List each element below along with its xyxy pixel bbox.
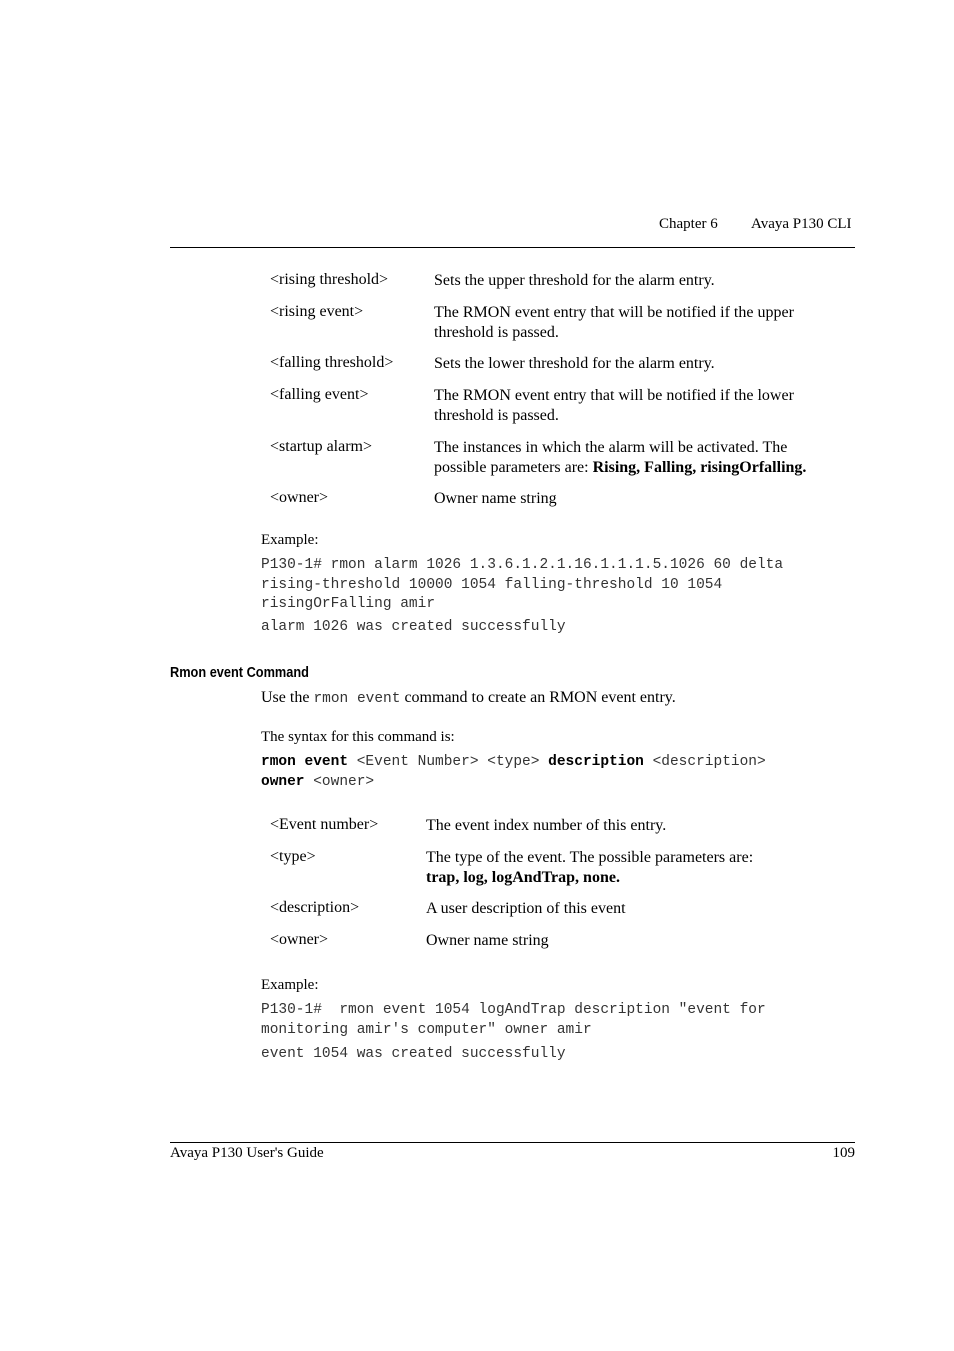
param-name: <Event number> xyxy=(270,816,379,833)
param-desc: The instances in which the alarm will be activated. The possible parameters are: Rising, Falling, risingOrfalling. xyxy=(434,439,807,476)
param-name: <startup alarm> xyxy=(270,438,373,455)
code-example: P130-1# rmon alarm 1026 1.3.6.1.2.1.16.1.1.1.5.1026 60 delta rising-threshold 10000 1054 falling-threshold 10 1054 risingOrFalling amir xyxy=(261,557,784,612)
param-name: <rising threshold> xyxy=(270,271,389,288)
param-desc: A user description of this event xyxy=(426,900,626,917)
param-name: <owner> xyxy=(270,489,329,506)
header-chapter: Chapter 6 xyxy=(659,216,718,232)
param-desc: Owner name string xyxy=(426,932,549,949)
param-desc: The type of the event. The possible parameters are: trap, log, logAndTrap, none. xyxy=(426,849,754,886)
param-desc: The RMON event entry that will be notified if the lower threshold is passed. xyxy=(434,387,794,424)
header-title: Avaya P130 CLI xyxy=(751,216,852,232)
code-example: P130-1# rmon event 1054 logAndTrap description "event for monitoring amir's computer" owner amir xyxy=(261,1002,766,1038)
example-label: Example: xyxy=(261,532,319,548)
example-label: Example: xyxy=(261,977,319,993)
inline-code: rmon event xyxy=(313,691,401,707)
param-name: <description> xyxy=(270,899,360,916)
footer-rule xyxy=(170,1142,855,1143)
code-result: event 1054 was created successfully xyxy=(261,1046,566,1062)
param-name: <type> xyxy=(270,848,316,865)
section-heading: Rmon event Command xyxy=(170,665,309,681)
section-intro: Use the rmon event command to create an RMON event entry. xyxy=(261,689,676,707)
header-rule xyxy=(170,247,855,248)
param-desc: Owner name string xyxy=(434,490,557,507)
param-desc: The event index number of this entry. xyxy=(426,817,667,834)
footer-guide: Avaya P130 User's Guide xyxy=(170,1145,324,1161)
code-result: alarm 1026 was created successfully xyxy=(261,619,566,635)
syntax-label: The syntax for this command is: xyxy=(261,729,455,745)
param-name: <falling event> xyxy=(270,386,369,403)
param-name: <falling threshold> xyxy=(270,354,394,371)
param-name: <rising event> xyxy=(270,303,364,320)
syntax-code: rmon event <Event Number> <type> description <description> owner <owner> xyxy=(261,754,766,790)
param-name: <owner> xyxy=(270,931,329,948)
page-number: 109 xyxy=(832,1145,855,1161)
param-desc: The RMON event entry that will be notified if the upper threshold is passed. xyxy=(434,304,794,341)
param-desc: Sets the upper threshold for the alarm entry. xyxy=(434,272,715,289)
param-desc: Sets the lower threshold for the alarm entry. xyxy=(434,355,715,372)
